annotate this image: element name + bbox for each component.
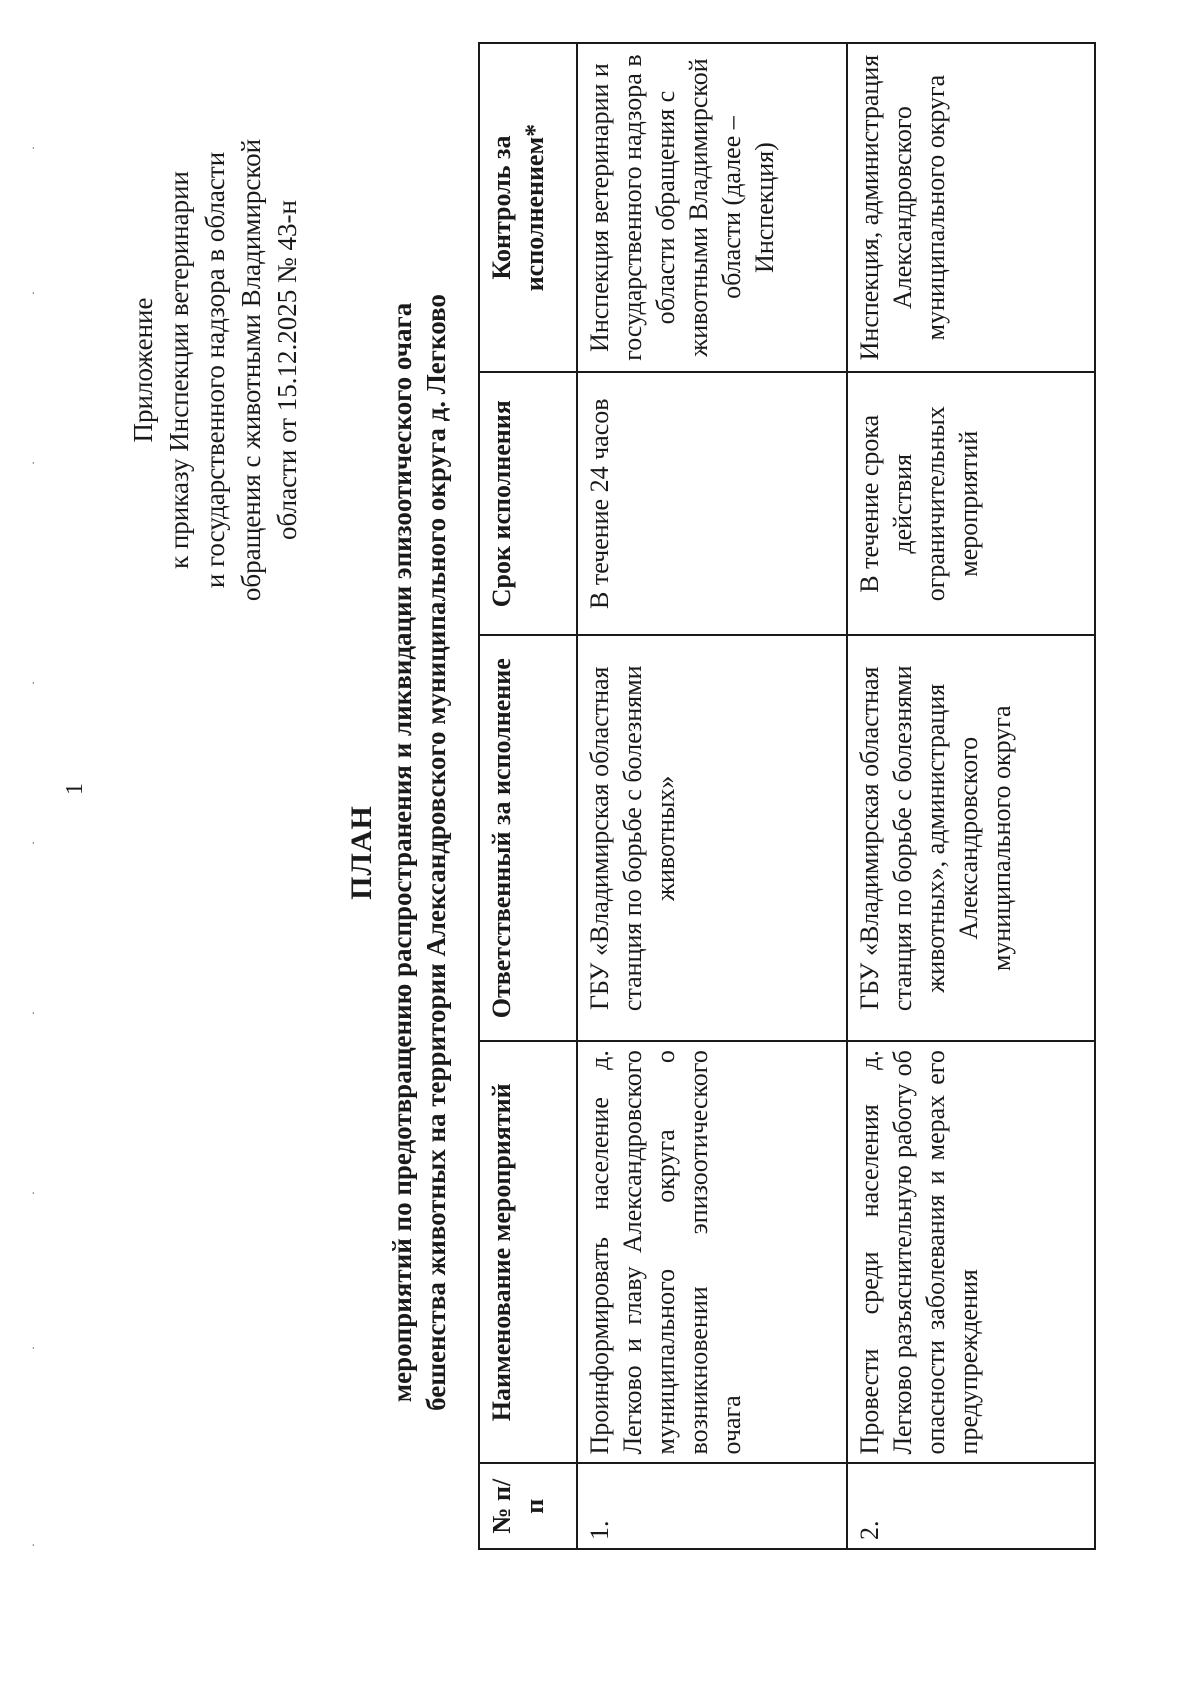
scan-speck: · bbox=[26, 461, 40, 465]
table-header-row bbox=[479, 43, 577, 1549]
appendix-line: области от 15.12.2025 № 43-н bbox=[272, 200, 302, 540]
scan-speck: · bbox=[26, 681, 40, 685]
header-responsible: Ответственный за исполнение bbox=[479, 635, 577, 1041]
cell-responsible: ГБУ «Владимирская областная станция по борьбе с болезнями животных» bbox=[577, 635, 847, 1041]
header-control: Контроль за исполнением* bbox=[479, 43, 577, 372]
cell-responsible: ГБУ «Владимирская областная станция по борьбе с болезнями животных», администрация Александровского муниципального округа bbox=[847, 635, 1095, 1041]
cell-num: 1. bbox=[577, 1463, 847, 1549]
header-num: № п/п bbox=[479, 1463, 577, 1549]
appendix-line: к приказу Инспекции ветеринарии bbox=[164, 170, 194, 570]
document-title: ПЛАН bbox=[345, 805, 378, 900]
subtitle-line: мероприятий по предотвращению распространения и ликвидации эпизоотического очага bbox=[387, 302, 417, 1403]
scan-speck: · bbox=[26, 1346, 40, 1350]
header-term: Срок исполнения bbox=[479, 372, 577, 635]
appendix-block bbox=[125, 50, 305, 690]
page-number: 1 bbox=[62, 783, 88, 795]
appendix-line: обращения с животными Владимирской bbox=[236, 138, 266, 602]
scan-speck: · bbox=[26, 146, 40, 150]
appendix-title: Приложение bbox=[128, 297, 158, 443]
header-name: Наименование мероприятий bbox=[479, 1041, 577, 1463]
cell-num: 2. bbox=[847, 1463, 1095, 1549]
cell-term: В течение срока действия ограничительных мероприятий bbox=[847, 372, 1095, 635]
cell-term: В течение 24 часов bbox=[577, 372, 847, 635]
scan-speck: · bbox=[26, 291, 40, 295]
scan-speck: · bbox=[26, 1011, 40, 1015]
subtitle-line: бешенства животных на территории Александровского муниципального округа д. Легково bbox=[421, 294, 451, 1411]
scan-speck: · bbox=[26, 1191, 40, 1195]
scan-speck: · bbox=[26, 841, 40, 845]
table-row bbox=[847, 43, 1095, 1549]
cell-control: Инспекция ветеринарии и государственного надзора в области обращения с животными Владимирской области (далее – Инспекция) bbox=[577, 43, 847, 372]
plan-table bbox=[478, 42, 1096, 1550]
cell-name: Проинформировать население д. Легково и главу Александровского муниципального округа о возникновении эпизоотического очага bbox=[577, 1041, 847, 1463]
table-row bbox=[577, 43, 847, 1549]
document-subtitle bbox=[385, 0, 453, 1705]
scan-speck: · bbox=[26, 1543, 40, 1547]
appendix-line: и государственного надзора в области bbox=[200, 151, 230, 589]
cell-name: Провести среди населения д. Легково разъяснительную работу об опасности заболевания и мерах его предупреждения bbox=[847, 1041, 1095, 1463]
cell-control: Инспекция, администрация Александровского муниципального округа bbox=[847, 43, 1095, 372]
